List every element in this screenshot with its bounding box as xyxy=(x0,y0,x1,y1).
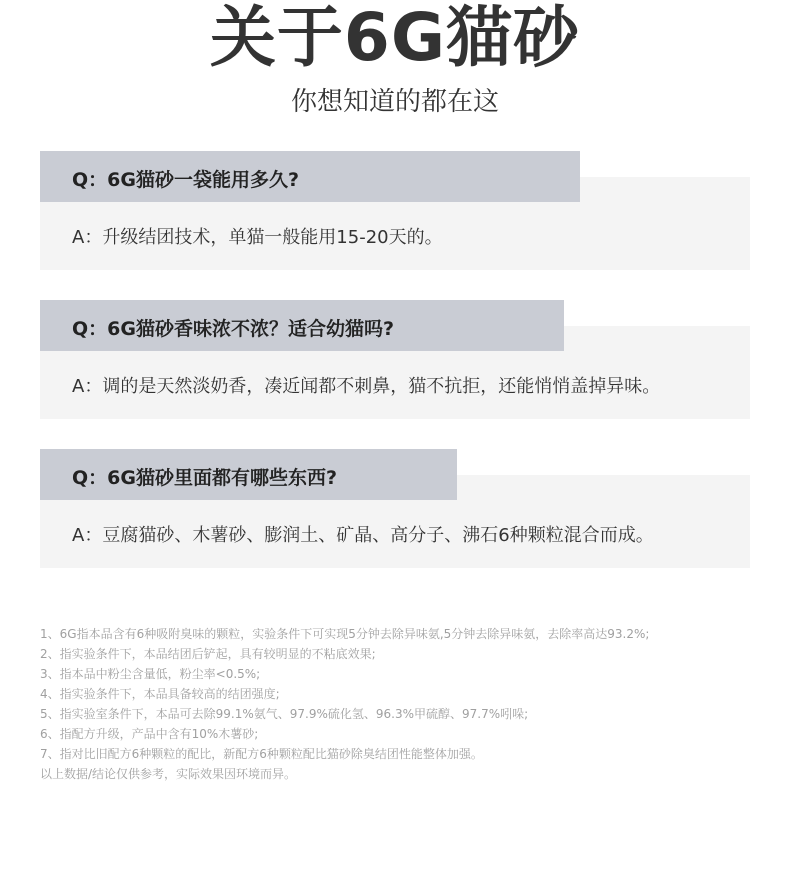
answer-text: A：豆腐猫砂、木薯砂、膨润土、矿晶、高分子、沸石6种颗粒混合而成。 xyxy=(72,525,654,546)
question-text: Q：6G猫砂一袋能用多久? xyxy=(72,169,299,191)
answer-text: A：调的是天然淡奶香，凑近闻都不刺鼻，猫不抗拒，还能悄悄盖掉异味。 xyxy=(72,376,661,397)
faq-item xyxy=(40,151,750,301)
footnote: 4、指实验条件下，本品具备较高的结团强度; xyxy=(40,687,280,701)
faq-item xyxy=(40,449,750,599)
page-title: 关于6G猫砂 xyxy=(209,0,581,76)
footnote: 1、6G指本品含有6种吸附臭味的颗粒，实验条件下可实现5分钟去除异味氨,5分钟去除异味氨，去除率高达93.2%; xyxy=(40,627,650,641)
footnote: 6、指配方升级，产品中含有10%木薯砂; xyxy=(40,727,259,741)
faq-item xyxy=(40,300,750,450)
disclaimer: 以上数据/结论仅供参考，实际效果因环境而异。 xyxy=(40,767,297,781)
footnote: 5、指实验室条件下，本品可去除99.1%氨气、97.9%硫化氢、96.3%甲硫醇、97.7%吲哚; xyxy=(40,707,529,721)
footnote: 3、指本品中粉尘含量低，粉尘率<0.5%; xyxy=(40,667,261,681)
question-text: Q：6G猫砂里面都有哪些东西? xyxy=(72,467,337,489)
question-text: Q：6G猫砂香味浓不浓？适合幼猫吗? xyxy=(72,318,394,340)
page-subtitle: 你想知道的都在这 xyxy=(290,87,499,117)
footnote: 7、指对比旧配方6种颗粒的配比，新配方6种颗粒配比猫砂除臭结团性能整体加强。 xyxy=(40,747,483,761)
footnotes xyxy=(40,624,760,784)
answer-text: A：升级结团技术，单猫一般能用15-20天的。 xyxy=(72,227,443,248)
footnote: 2、指实验条件下，本品结团后铲起，具有较明显的不粘底效果; xyxy=(40,647,376,661)
